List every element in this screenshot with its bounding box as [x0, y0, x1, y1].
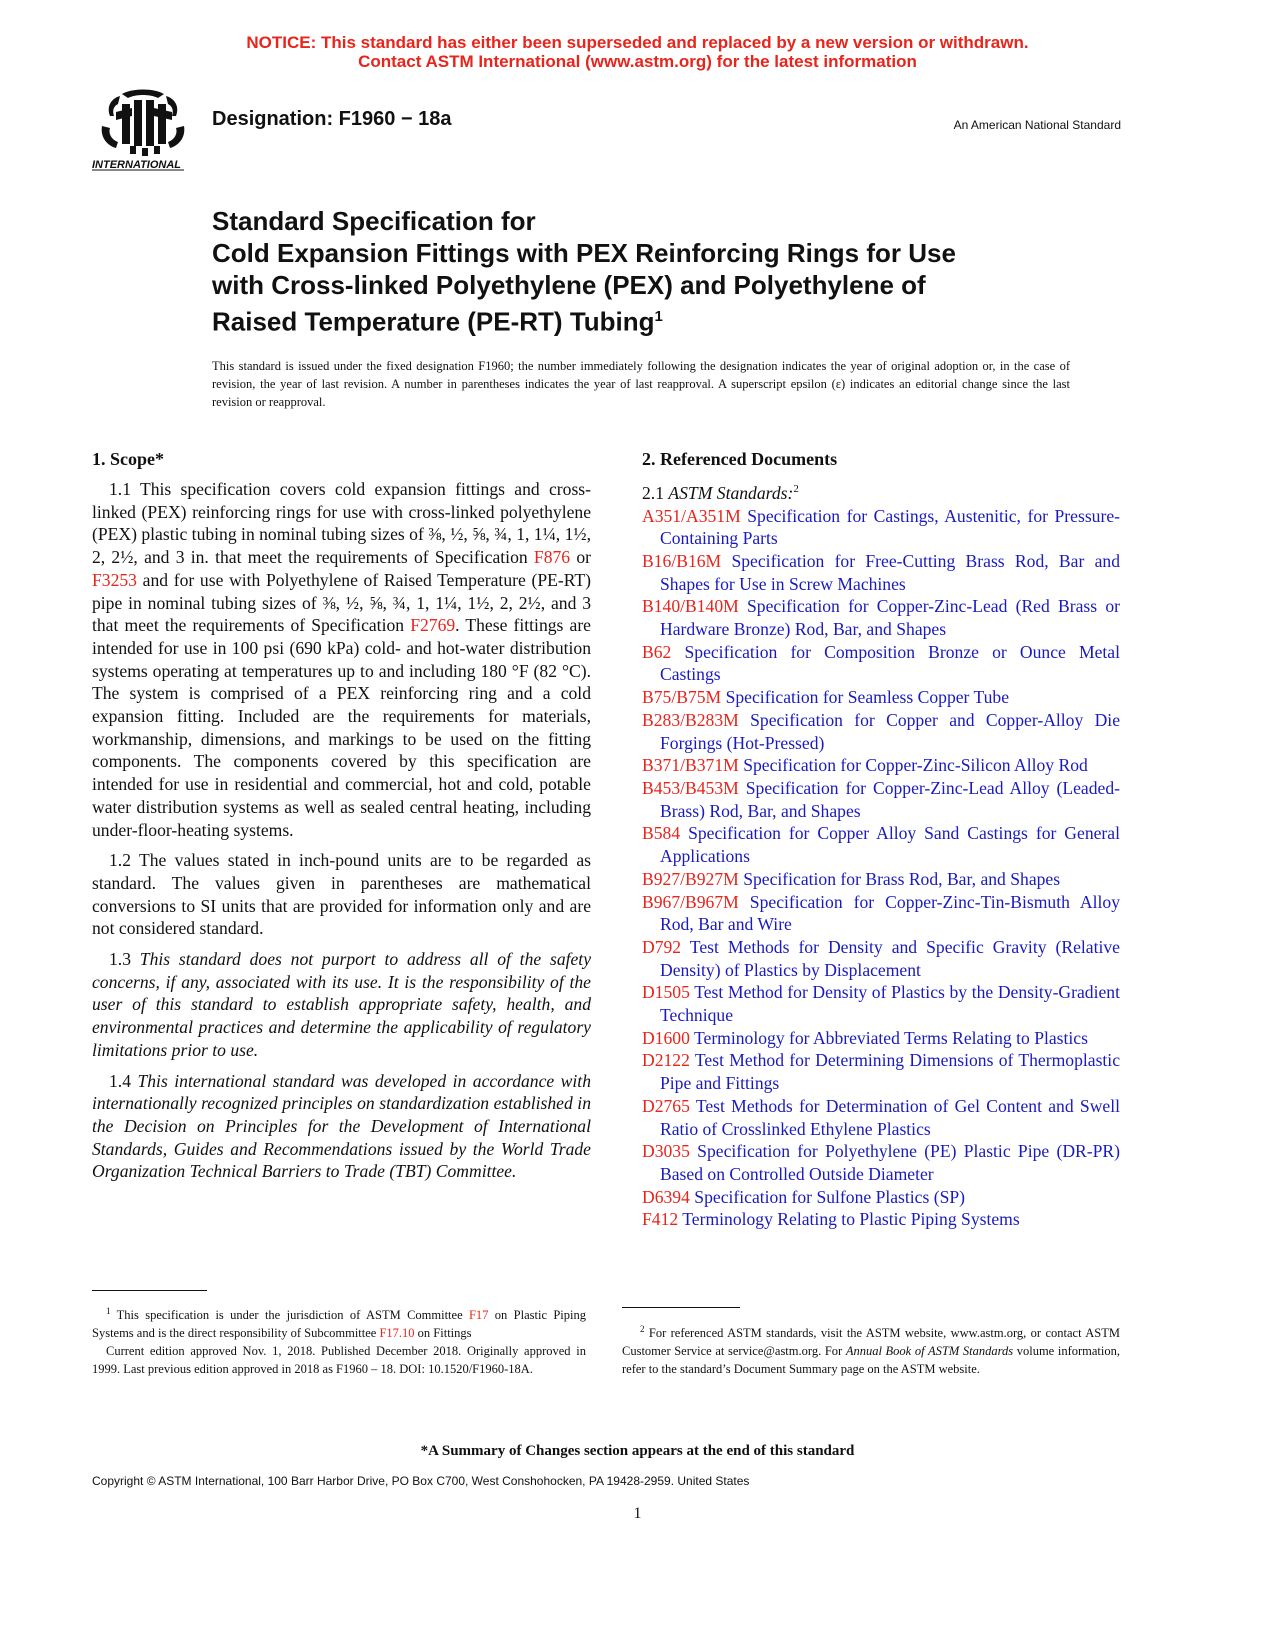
reference-item	[642, 822, 1120, 867]
reference-item	[642, 777, 1120, 822]
title-line-4: Raised Temperature (PE-RT) Tubing	[212, 306, 655, 337]
scope-p1-text-d: . These fittings are intended for use in 100 psi (690 kPa) cold- and hot-water distribution systems operating at temperatures up to and including 180 °F (82 °C). The system is comprised of a PEX reinforcing ring and a cold expansion fitting. Included are the requirements for materials, workmanship, dimensions, and markings to be used on the fitting components. The components covered by this specification are intended for use in residential and commercial, hot and cold, potable water distribution systems as well as sealed central heating, including under-floor-heating systems.	[92, 615, 591, 840]
title-line-3: with Cross-linked Polyethylene (PEX) and Polyethylene of	[212, 270, 926, 300]
designation: Designation: F1960 − 18a	[212, 108, 452, 130]
reference-item	[642, 868, 1120, 891]
notice-line-2: Contact ASTM International (www.astm.org) for the latest information	[358, 52, 917, 71]
logo-wordmark: INTERNATIONAL	[92, 159, 182, 171]
scope-heading: 1. Scope*	[92, 449, 164, 469]
reference-item	[642, 1049, 1120, 1094]
reference-title-link[interactable]: Test Methods for Determination of Gel Content and Swell Ratio of Crosslinked Ethylene Plastics	[660, 1095, 1120, 1139]
reference-title-link[interactable]: Specification for Copper-Zinc-Lead (Red Brass or Hardware Bronze) Rod, Bar, and Shapes	[660, 596, 1120, 640]
scope-p1-text-a: 1.1 This specification covers cold expansion fittings and cross-linked (PEX) reinforcing rings for use with cross-linked polyethylene (PEX) plastic tubing in nominal tubing sizes of ⅜, ½, ⅝, ¾, 1, 1¼, 1½, 2, 2½, and 3 in. that meet the requirements of Specification	[92, 479, 591, 568]
reference-code-link[interactable]: B283/B283M	[642, 709, 739, 730]
reference-title-link[interactable]: Specification for Castings, Austenitic, for Pressure-Containing Parts	[660, 505, 1120, 549]
reference-item	[642, 595, 1120, 640]
page-number: 1	[633, 1505, 642, 1522]
reference-title-link[interactable]: Test Method for Determining Dimensions of Thermoplastic Pipe and Fittings	[660, 1050, 1120, 1094]
astm-logo	[92, 86, 198, 176]
fn1-mark: 1	[106, 1306, 111, 1316]
reference-code-link[interactable]: B140/B140M	[642, 596, 739, 617]
scope-p1-text-b: or	[570, 547, 592, 568]
footnote-1	[92, 1302, 586, 1378]
reference-title-link[interactable]: Test Method for Density of Plastics by the Density-Gradient Technique	[660, 982, 1120, 1026]
summary-of-changes-note: *A Summary of Changes section appears at the end of this standard	[420, 1443, 855, 1459]
reference-code-link[interactable]: D3035	[642, 1141, 690, 1162]
link-f3253[interactable]: F3253	[92, 569, 137, 590]
reference-title-link[interactable]: Specification for Brass Rod, Bar, and Shapes	[738, 868, 1061, 889]
notice-line-1: NOTICE: This standard has either been superseded and replaced by a new version or withdrawn.	[246, 33, 1029, 52]
reference-code-link[interactable]: B453/B453M	[642, 778, 739, 798]
reference-code-link[interactable]: F412	[642, 1209, 679, 1230]
reference-item	[642, 1140, 1120, 1185]
issued-note: This standard is issued under the fixed designation F1960; the number immediately following the designation indicates the year of original adoption or, in the case of revision, the year of last revision. A number in parentheses indicates the year of last reapproval. A superscript epsilon (ε) indicates an editorial change since the last revision or reapproval.	[212, 359, 1070, 409]
reference-code-link[interactable]: D1505	[642, 982, 690, 1003]
references-heading: 2. Referenced Documents	[642, 449, 838, 469]
subheading-number: 2.1	[642, 482, 669, 503]
american-national-standard: An American National Standard	[953, 118, 1121, 132]
reference-item	[642, 891, 1120, 936]
fn2-text-a: For referenced ASTM standards, visit the ASTM website, www.astm.org, or contact ASTM Customer Service at service@astm.org. For	[622, 1326, 1120, 1359]
reference-title-link[interactable]: Specification for Free-Cutting Brass Rod, Bar and Shapes for Use in Screw Machines	[660, 550, 1120, 594]
fn1-text-a: This specification is under the jurisdiction of ASTM Committee	[110, 1308, 469, 1323]
reference-code-link[interactable]: B16/B16M	[642, 550, 722, 571]
scope-p3-text: This standard does not purport to address all of the safety concerns, if any, associated with its use. It is the responsibility of the user of this standard to establish appropriate safety, health, and environmental practices and determine the applicability of regulatory limitations prior to use.	[92, 949, 592, 1060]
reference-item	[642, 686, 1120, 709]
reference-title-link[interactable]: Specification for Polyethylene (PE) Plastic Pipe (DR-PR) Based on Controlled Outside Diameter	[660, 1141, 1120, 1184]
reference-item	[642, 1027, 1120, 1050]
footnote-2	[622, 1320, 1120, 1378]
reference-title-link[interactable]: Specification for Copper-Zinc-Lead Alloy (Leaded-Brass) Rod, Bar, and Shapes	[660, 778, 1120, 821]
reference-title-link[interactable]: Test Methods for Density and Specific Gravity (Relative Density) of Plastics by Displacement	[660, 936, 1120, 980]
reference-item	[642, 505, 1120, 550]
scope-p3-number: 1.3	[109, 949, 140, 970]
reference-code-link[interactable]: B62	[642, 641, 672, 662]
fn2-mark: 2	[640, 1324, 645, 1334]
reference-item	[642, 1208, 1120, 1231]
scope-paragraph-1	[92, 478, 591, 841]
reference-list	[642, 505, 1120, 1232]
subheading-footnote-mark: 2	[793, 483, 799, 495]
subheading-label: ASTM Standards:	[668, 482, 794, 503]
fn1-text-d: Current edition approved Nov. 1, 2018. Published December 2018. Originally approved in 1999. Last previous edition approved in 2018 as F1960 – 18. DOI: 10.1520/F1960-18A.	[92, 1344, 586, 1377]
fn2-italic: Annual Book of ASTM Standards	[845, 1344, 1014, 1359]
scope-paragraph-2: 1.2 The values stated in inch-pound units are to be regarded as standard. The values given in parentheses are mathematical conversions to SI units that are provided for information only and are not considered standard.	[92, 850, 591, 939]
fn1-text-b: on Plastic Piping Systems and is the direct responsibility of Subcommittee	[92, 1308, 586, 1341]
reference-item	[642, 550, 1120, 595]
scope-paragraph-3	[92, 948, 591, 1062]
copyright-line: Copyright © ASTM International, 100 Barr Harbor Drive, PO Box C700, West Conshohocken, PA 19428-2959. United States	[92, 1474, 750, 1488]
fn1-text-c: on Fittings	[414, 1326, 472, 1341]
title-line-2: Cold Expansion Fittings with PEX Reinforcing Rings for Use	[212, 238, 956, 268]
reference-title-link[interactable]: Specification for Copper Alloy Sand Castings for General Applications	[660, 823, 1120, 867]
title-footnote-mark: 1	[654, 308, 663, 325]
reference-title-link[interactable]: Specification for Seamless Copper Tube	[721, 687, 1010, 708]
reference-code-link[interactable]: B967/B967M	[642, 891, 739, 912]
reference-code-link[interactable]: A351/A351M	[642, 505, 741, 526]
link-f17[interactable]: F17	[468, 1308, 489, 1323]
reference-title-link[interactable]: Terminology for Abbreviated Terms Relating to Plastics	[689, 1027, 1088, 1048]
left-column	[92, 448, 591, 1191]
withdrawal-notice	[0, 33, 1275, 71]
link-f876[interactable]: F876	[533, 547, 571, 568]
reference-code-link[interactable]: D792	[642, 936, 682, 957]
reference-item	[642, 1186, 1120, 1209]
reference-title-link[interactable]: Specification for Copper and Copper-Alloy Die Forgings (Hot-Pressed)	[660, 709, 1120, 753]
reference-item	[642, 641, 1120, 686]
reference-code-link[interactable]: B584	[642, 823, 681, 844]
reference-code-link[interactable]: D2122	[642, 1050, 690, 1071]
reference-code-link[interactable]: D1600	[642, 1027, 690, 1048]
reference-code-link[interactable]: D6394	[642, 1186, 690, 1207]
footnote-rule-left	[92, 1290, 207, 1291]
footnote-rule-right	[622, 1307, 740, 1308]
reference-title-link[interactable]: Specification for Copper-Zinc-Tin-Bismuth Alloy Rod, Bar and Wire	[660, 891, 1120, 935]
reference-item	[642, 1095, 1120, 1140]
link-f2769[interactable]: F2769	[410, 615, 456, 636]
scope-p4-text: This international standard was developed in accordance with internationally recognized principles on standardization established in the Decision on Principles for the Development of International Standards, Guides and Recommendations issued by the World Trade Organization Technical Barriers to Trade (TBT) Committee.	[92, 1070, 591, 1182]
reference-code-link[interactable]: B927/B927M	[642, 868, 739, 889]
link-f17-10[interactable]: F17.10	[379, 1326, 415, 1341]
reference-code-link[interactable]: B75/B75M	[642, 687, 722, 708]
reference-item	[642, 981, 1120, 1026]
reference-item	[642, 754, 1120, 777]
reference-code-link[interactable]: B371/B371M	[642, 755, 739, 776]
scope-p1-text-c: and for use with Polyethylene of Raised Temperature (PE-RT) pipe in nominal tubing sizes of ⅜, ½, ⅝, ¾, 1, 1¼, 1½, 2, 2½, and 3 that meet the requirements of Specification	[92, 569, 591, 636]
reference-item	[642, 709, 1120, 754]
astm-logo-icon	[92, 86, 198, 176]
reference-code-link[interactable]: D2765	[642, 1095, 690, 1116]
document-title	[212, 205, 1112, 338]
reference-title-link[interactable]: Specification for Copper-Zinc-Silicon Alloy Rod	[738, 755, 1088, 776]
reference-title-link[interactable]: Specification for Sulfone Plastics (SP)	[689, 1186, 966, 1207]
scope-p4-number: 1.4	[109, 1070, 138, 1091]
title-line-1: Standard Specification for	[212, 206, 536, 236]
right-column	[642, 448, 1120, 1231]
reference-title-link[interactable]: Terminology Relating to Plastic Piping Systems	[678, 1209, 1020, 1230]
reference-title-link[interactable]: Specification for Composition Bronze or Ounce Metal Castings	[660, 641, 1120, 685]
astm-standards-subheading	[642, 478, 1120, 505]
fn2-text-b: volume information, refer to the standard’s Document Summary page on the ASTM website.	[622, 1344, 1120, 1377]
scope-paragraph-4	[92, 1070, 591, 1184]
reference-item	[642, 936, 1120, 981]
